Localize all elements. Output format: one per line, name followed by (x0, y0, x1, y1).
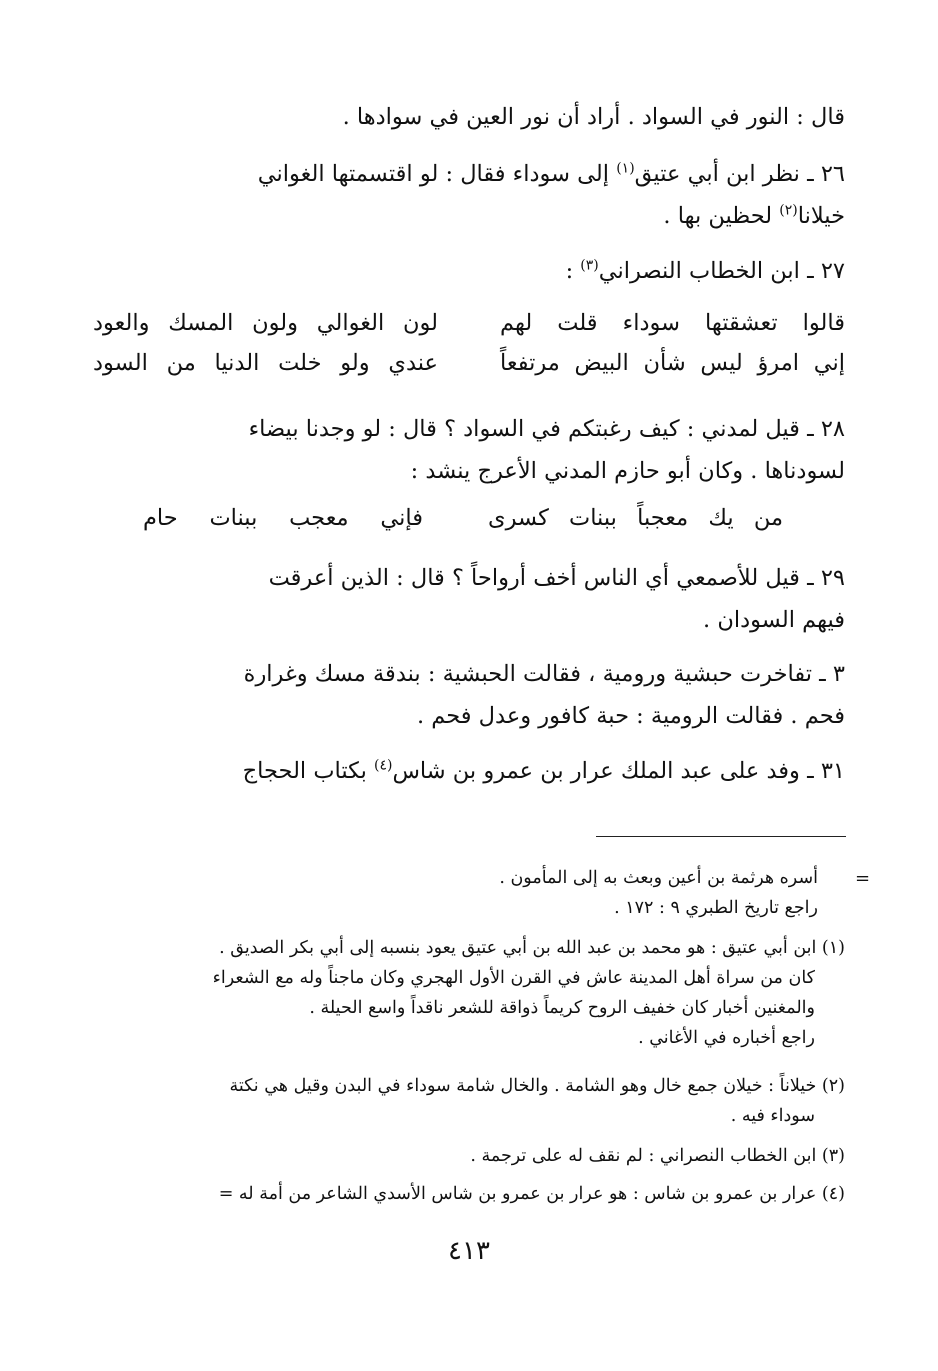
paragraph-30 (93, 653, 845, 737)
paragraph-29 (93, 557, 845, 641)
footnote-line: كان من سراة أهل المدينة عاش في القرن الأول الهجري وكان ماجناً وله مع الشعراء (212, 968, 815, 988)
footnote-line: (٤) عرار بن عمرو بن شاس : هو عرار بن عمرو بن شاس الأسدي الشاعر من أمة له = (218, 1184, 845, 1204)
footnote-line: (٢) خيلاناً : خيلان جمع خال وهو الشامة . والخال شامة سوداء في البدن وقيل هي نكتة (229, 1076, 845, 1096)
paragraph-28 (93, 408, 845, 492)
footnote-ref-2: (٢) (779, 202, 798, 219)
verse-first-hemistich: إني امرؤ ليس شأن البيض مرتفعاً (500, 350, 845, 376)
text-line (93, 750, 845, 792)
footnote-line: سوداء فيه . (730, 1106, 815, 1126)
footnote-ref-4: (٤) (374, 757, 393, 774)
footnote-2 (85, 1071, 845, 1131)
poem-2-verse (143, 505, 783, 545)
footnote-separator (596, 836, 846, 837)
paragraph-25-ending (93, 96, 845, 138)
footnote-line: أسره هرثمة بن أعين وبعث به إلى المأمون . (499, 868, 818, 888)
verse-first-hemistich: من يك معجباً ببنات كسرى (488, 505, 783, 531)
footnote-3 (85, 1141, 845, 1171)
text-run: ٢٦ ـ نظر ابن أبي عتيق (634, 161, 845, 187)
text-run: ٢٧ ـ ابن الخطاب النصراني (598, 258, 845, 284)
footnote-ref-1: (١) (616, 160, 635, 177)
text-line (93, 153, 845, 195)
verse-second-hemistich: عندي ولو خلت الدنيا من السود (93, 350, 438, 376)
paragraph-27 (93, 250, 845, 292)
text-line: لسودناها . وكان أبو حازم المدني الأعرج ينشد : (410, 458, 845, 484)
paragraph-26 (93, 153, 845, 237)
text-line: ٢٨ ـ قيل لمدني : كيف رغبتكم في السواد ؟ قال : لو وجدنا بيضاء (248, 416, 845, 442)
footnote-ref-3: (٣) (580, 257, 599, 274)
footnote-4 (85, 1179, 845, 1209)
footnote-line: (٣) ابن الخطاب النصراني : لم نقف له على ترجمة . (470, 1146, 845, 1166)
poem-1-verse-2 (93, 350, 845, 390)
text-run: خيلانا (797, 203, 845, 229)
verse-first-hemistich: قالوا تعشقتها سوداء قلت لهم (500, 310, 845, 336)
page-number: ٤١٣ (448, 1236, 490, 1266)
continuation-mark: = (855, 868, 871, 889)
footnote-line: راجع تاريخ الطبري ٩ : ١٧٢ . (614, 898, 818, 918)
text-run: بكتاب الحجاج (242, 758, 374, 784)
text-line: فحم . فقالت الرومية : حبة كافور وعدل فحم . (416, 703, 845, 729)
text-line: قال : النور في السواد . أراد أن نور العين في سوادها . (342, 104, 845, 130)
text-run: لحظين بها . (663, 203, 780, 229)
footnote-1 (85, 933, 845, 1053)
poem-1-verse-1 (93, 310, 845, 350)
footnote-line: (١) ابن أبي عتيق : هو محمد بن عبد الله بن أبي عتيق يعود بنسبه إلى أبي بكر الصديق . (219, 938, 845, 958)
text-line (93, 195, 845, 237)
text-run: ٣١ ـ وفد على عبد الملك عرار بن عمرو بن شاس (392, 758, 845, 784)
text-line (93, 250, 845, 292)
verse-second-hemistich: فإني معجب ببنات حام (143, 505, 423, 531)
text-run: إلى سوداء فقال : لو اقتسمتها الغواني (257, 161, 617, 187)
paragraph-31 (93, 750, 845, 792)
footnote-continuation (98, 863, 818, 923)
footnote-line: والمغنين أخبار كان خفيف الروح كريماً ذواقة للشعر ناقداً واسع الحيلة . (309, 998, 815, 1018)
text-run: : (565, 258, 581, 284)
text-line: ٢٩ ـ قيل للأصمعي أي الناس أخف أرواحاً ؟ قال : الذين أعرقت (268, 565, 845, 591)
text-line: فيهم السودان . (703, 607, 845, 633)
verse-second-hemistich: لون الغوالي ولون المسك والعود (93, 310, 438, 336)
footnote-line: راجع أخباره في الأغاني . (638, 1028, 815, 1048)
text-line: ٣ ـ تفاخرت حبشية ورومية ، فقالت الحبشية : بندقة مسك وغرارة (243, 661, 845, 687)
